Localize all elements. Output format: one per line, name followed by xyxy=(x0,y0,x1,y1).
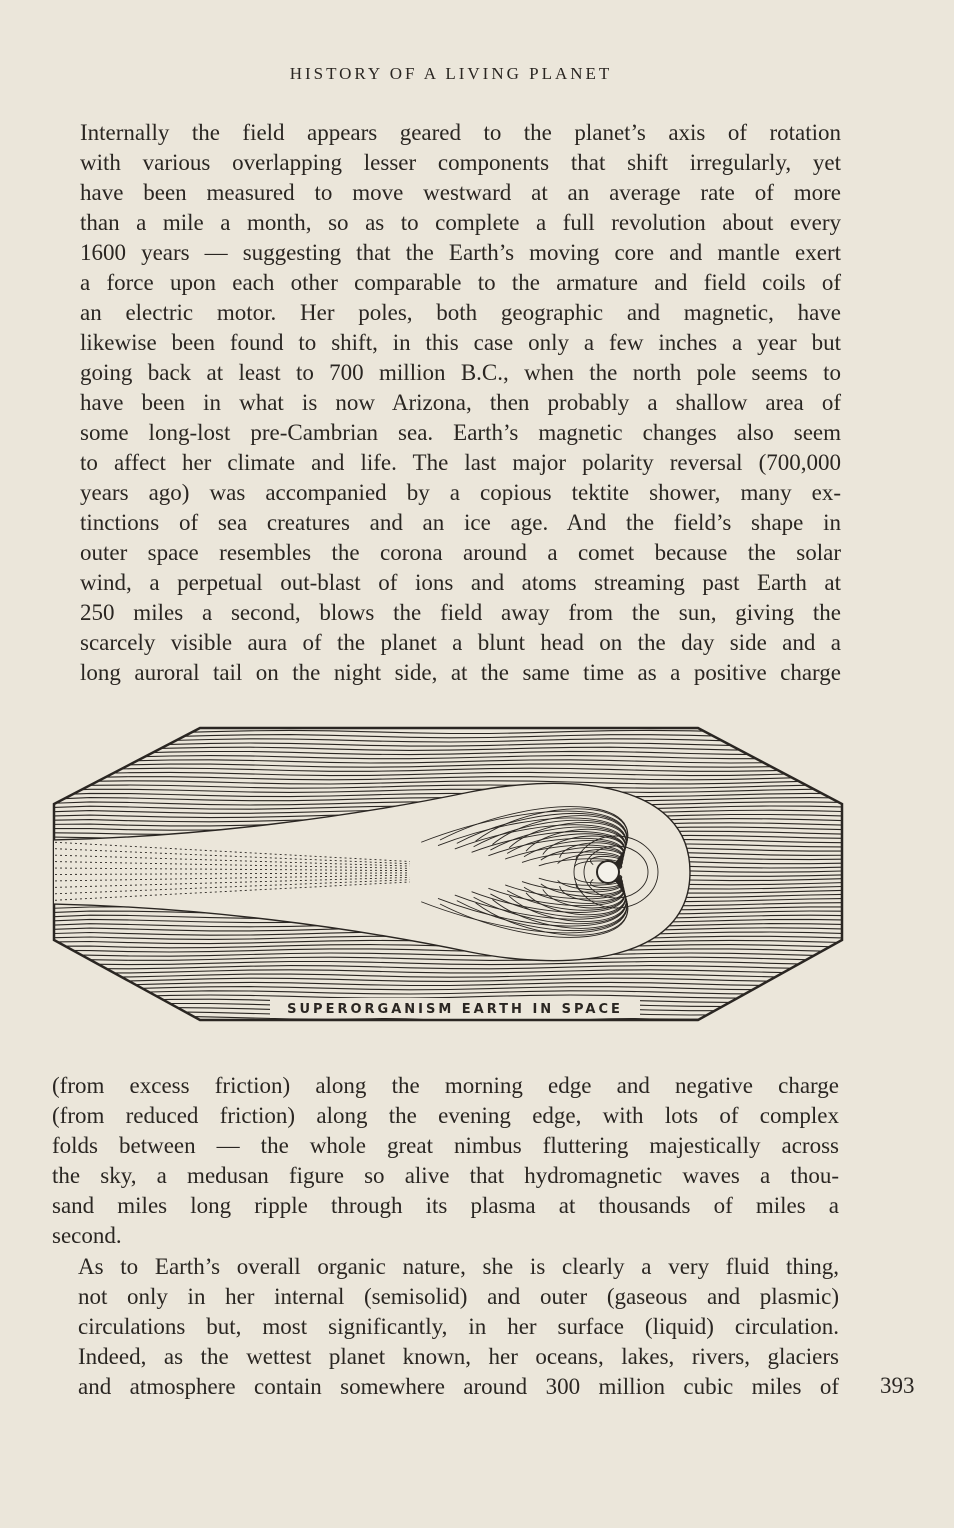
text-line: years ago) was accompanied by a copious tektite shower, many ex- xyxy=(80,480,841,505)
text-line: to affect her climate and life. The last major polarity reversal (700,000 xyxy=(80,450,841,475)
text-line: not only in her internal (semisolid) and outer (gaseous and plasmic) xyxy=(78,1284,839,1309)
running-head: HISTORY OF A LIVING PLANET xyxy=(289,64,613,83)
text-line: circulations but, most significantly, in her surface (liquid) circulation. xyxy=(78,1314,839,1339)
figure-caption: SUPERORGANISM EARTH IN SPACE xyxy=(287,1002,623,1017)
text-line: outer space resembles the corona around a comet because the solar xyxy=(80,540,841,565)
text-line: folds between — the whole great nimbus fluttering majestically across xyxy=(52,1133,839,1158)
text-line: and atmosphere contain somewhere around 300 million cubic miles of xyxy=(78,1374,839,1399)
page-number: 393 xyxy=(880,1373,915,1398)
paragraph-2 xyxy=(52,1071,839,1251)
text-line: wind, a perpetual out-blast of ions and atoms streaming past Earth at xyxy=(80,570,841,595)
text-line: likewise been found to shift, in this case only a few inches a year but xyxy=(80,330,841,355)
text-line: going back at least to 700 million B.C., when the north pole seems to xyxy=(80,360,841,385)
earth-globe xyxy=(597,861,619,883)
text-line: sand miles long ripple through its plasma at thousands of miles a xyxy=(52,1193,839,1218)
text-line: tinctions of sea creatures and an ice age. And the field’s shape in xyxy=(80,510,841,535)
text-line: the sky, a medusan figure so alive that hydromagnetic waves a thou- xyxy=(52,1163,839,1188)
text-line: long auroral tail on the night side, at the same time as a positive charge xyxy=(80,660,841,685)
text-line: (from reduced friction) along the evening edge, with lots of complex xyxy=(52,1103,839,1128)
text-line: some long-lost pre-Cambrian sea. Earth’s magnetic changes also seem xyxy=(80,420,841,445)
text-line: 250 miles a second, blows the field away from the sun, giving the xyxy=(80,600,841,625)
text-line: As to Earth’s overall organic nature, she is clearly a very fluid thing, xyxy=(78,1254,839,1279)
text-line: an electric motor. Her poles, both geographic and magnetic, have xyxy=(80,300,841,325)
text-line: Indeed, as the wettest planet known, her oceans, lakes, rivers, glaciers xyxy=(78,1344,839,1369)
text-line: Internally the field appears geared to the planet’s axis of rotation xyxy=(80,120,841,145)
text-line: have been measured to move westward at an average rate of more xyxy=(80,180,841,205)
paragraph-1 xyxy=(54,118,841,688)
text-line: a force upon each other comparable to the armature and field coils of xyxy=(80,270,841,295)
text-line: than a mile a month, so as to complete a full revolution about every xyxy=(80,210,841,235)
magnetosphere-illustration xyxy=(50,722,846,1026)
text-line: have been in what is now Arizona, then probably a shallow area of xyxy=(80,390,841,415)
figure-earth-magnetosphere xyxy=(50,722,846,1026)
paragraph-3 xyxy=(52,1252,839,1402)
text-line: 1600 years — suggesting that the Earth’s moving core and mantle exert xyxy=(80,240,841,265)
text-line: with various overlapping lesser components that shift irregularly, yet xyxy=(80,150,841,175)
text-line: second. xyxy=(52,1223,122,1248)
text-line: (from excess friction) along the morning edge and negative charge xyxy=(52,1073,839,1098)
text-line: scarcely visible aura of the planet a blunt head on the day side and a xyxy=(80,630,841,655)
